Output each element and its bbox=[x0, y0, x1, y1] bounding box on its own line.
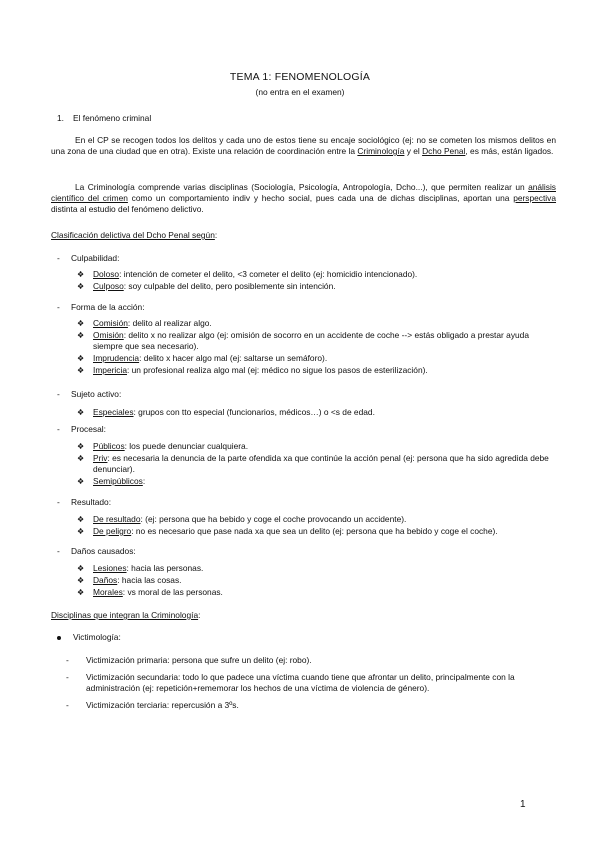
diamond-bullet-icon: ❖ bbox=[77, 477, 85, 486]
list-item: ❖ Especiales: grupos con tto especial (funcionarios, médicos…) o <s de edad. bbox=[77, 407, 375, 417]
list-item: ❖ Semipúblicos: bbox=[77, 476, 146, 486]
dash-bullet: - bbox=[57, 302, 60, 312]
diamond-bullet-icon: ❖ bbox=[77, 354, 85, 363]
section-number: 1. bbox=[57, 113, 64, 123]
classification-group bbox=[57, 253, 557, 293]
paragraph-2: La Criminología comprende varias disciplinas (Sociología, Psicología, Antropología, Dcho...), que permiten realizar un análisis científico del crimen como un comportamiento indiv y hecho social, pues cada una de dichas disciplinas, aportan una perspectiva distinta al estudio del fenómeno delictivo. bbox=[51, 182, 557, 214]
group-title: Sujeto activo: bbox=[71, 389, 122, 399]
dash-bullet: - bbox=[57, 389, 60, 399]
list-item: ❖ Públicos: los puede denunciar cualquiera. bbox=[77, 441, 249, 451]
underlined-term: Dcho Penal bbox=[422, 146, 466, 156]
page-number: 1 bbox=[520, 799, 526, 810]
dash-bullet: - bbox=[57, 253, 60, 263]
underlined-term: perspectiva bbox=[513, 193, 557, 203]
classification-heading: Clasificación delictiva del Dcho Penal según: bbox=[51, 230, 218, 240]
victimology-item bbox=[57, 632, 121, 643]
diamond-bullet-icon: ❖ bbox=[77, 408, 85, 417]
diamond-bullet-icon: ❖ bbox=[77, 527, 85, 536]
diamond-bullet-icon: ❖ bbox=[77, 282, 85, 291]
classification-group bbox=[57, 302, 557, 377]
victimization-item: - Victimización primaria: persona que sufre un delito (ej: robo). bbox=[66, 655, 312, 665]
diamond-bullet-icon: ❖ bbox=[77, 588, 85, 597]
paragraph-1: En el CP se recogen todos los delitos y cada uno de estos tiene su encaje sociológico (ej: no se cometen los mismos delitos en una zona de una ciudad que en otra). Existe una relación de coordinación entre la Criminología y el Dcho Penal, es más, están ligados. bbox=[51, 135, 556, 156]
diamond-bullet-icon: ❖ bbox=[77, 454, 85, 463]
classification-group bbox=[57, 389, 557, 419]
disciplines-heading: Disciplinas que integran la Criminología: bbox=[51, 610, 201, 620]
dash-bullet: - bbox=[66, 655, 69, 665]
diamond-bullet-icon: ❖ bbox=[77, 366, 85, 375]
dash-bullet: - bbox=[57, 497, 60, 507]
underlined-term: análisis científico del crimen bbox=[51, 182, 556, 203]
dash-bullet: - bbox=[66, 700, 69, 710]
list-item: ❖ Comisión: delito al realizar algo. bbox=[77, 318, 212, 328]
diamond-bullet-icon: ❖ bbox=[77, 319, 85, 328]
list-item: ❖ Priv: es necesaria la denuncia de la parte ofendida xa que continúe la acción penal (ej: persona que ha sido agredida debe denunciar). bbox=[77, 453, 549, 474]
section-heading bbox=[57, 113, 151, 124]
diamond-bullet-icon: ❖ bbox=[77, 515, 85, 524]
dash-bullet: - bbox=[66, 672, 69, 682]
list-item: ❖ Culposo: soy culpable del delito, pero posiblemente sin intención. bbox=[77, 281, 336, 291]
diamond-bullet-icon: ❖ bbox=[77, 442, 85, 451]
list-item: ❖ De peligro: no es necesario que pase nada xa que sea un delito (ej: persona que ha bebido y coge el coche). bbox=[77, 526, 498, 536]
classification-group bbox=[57, 424, 557, 488]
document-subtitle: (no entra en el examen) bbox=[255, 87, 345, 97]
victimology-title: Victimología: bbox=[73, 632, 121, 642]
round-bullet-icon bbox=[57, 636, 61, 640]
list-item: ❖ Impericia: un profesional realiza algo mal (ej: médico no sigue los pasos de esterilización). bbox=[77, 365, 428, 375]
victimization-item: - Victimización terciaria: repercusión a 3ºs. bbox=[66, 700, 239, 710]
dash-bullet: - bbox=[57, 546, 60, 556]
section-label: El fenómeno criminal bbox=[73, 113, 152, 123]
group-title: Procesal: bbox=[71, 424, 106, 434]
document-title: TEMA 1: FENOMENOLOGÍA bbox=[229, 71, 371, 83]
group-title: Forma de la acción: bbox=[71, 302, 145, 312]
list-item: ❖ Omisión: delito x no realizar algo (ej: omisión de socorro en un accidente de coche --> estás obligado a prestar ayuda siempre que sea necesario). bbox=[77, 330, 529, 351]
diamond-bullet-icon: ❖ bbox=[77, 270, 85, 279]
diamond-bullet-icon: ❖ bbox=[77, 564, 85, 573]
underlined-term: Criminología bbox=[357, 146, 405, 156]
list-item: ❖ Doloso: intención de cometer el delito, <3 cometer el delito (ej: homicidio intencionado). bbox=[77, 269, 418, 279]
list-item: ❖ Imprudencia: delito x hacer algo mal (ej: saltarse un semáforo). bbox=[77, 353, 328, 363]
list-item: ❖ Lesiones: hacia las personas. bbox=[77, 563, 204, 573]
list-item: ❖ Daños: hacia las cosas. bbox=[77, 575, 182, 585]
group-title: Resultado: bbox=[71, 497, 112, 507]
group-title: Daños causados: bbox=[71, 546, 136, 556]
victimization-item: - Victimización secundaria: todo lo que padece una víctima cuando tiene que afrontar un delito, principalmente con la administración (ej: repetición+rememorar los hechos de una víctima de violencia de género). bbox=[66, 672, 515, 693]
list-item: ❖ Morales: vs moral de las personas. bbox=[77, 587, 223, 597]
dash-bullet: - bbox=[57, 424, 60, 434]
group-title: Culpabilidad: bbox=[71, 253, 120, 263]
classification-group bbox=[57, 497, 557, 538]
diamond-bullet-icon: ❖ bbox=[77, 576, 85, 585]
list-item: ❖ De resultado: (ej: persona que ha bebido y coge el coche provocando un accidente). bbox=[77, 514, 407, 524]
diamond-bullet-icon: ❖ bbox=[77, 331, 85, 340]
classification-group bbox=[57, 546, 557, 599]
